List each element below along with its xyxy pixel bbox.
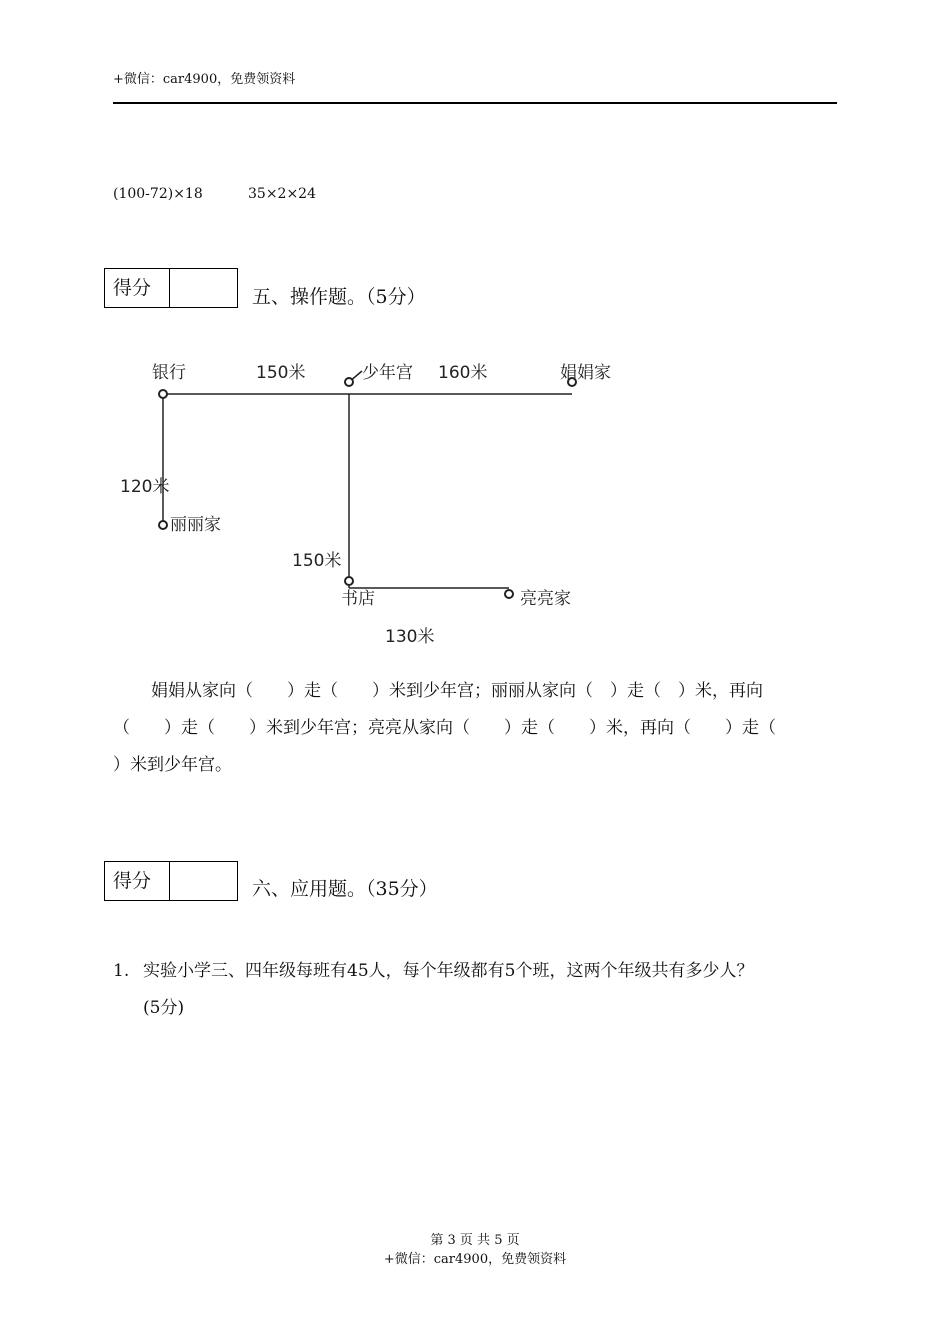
score-blank xyxy=(170,862,237,900)
score-label: 得分 xyxy=(105,269,170,307)
label-bookstore: 书店 xyxy=(341,589,375,609)
question-line-3: ）米到少年宫。 xyxy=(113,755,232,775)
question-number: 1. xyxy=(113,961,130,981)
question-points: (5分) xyxy=(143,998,185,1018)
label-bank: 银行 xyxy=(152,363,186,383)
header-watermark: +微信：car4900，免费领资料 xyxy=(113,72,296,87)
calc-expression-2: 35×2×24 xyxy=(248,186,316,202)
section5-question xyxy=(113,673,837,784)
score-blank xyxy=(170,269,237,307)
header-divider xyxy=(113,102,837,104)
label-palace: 少年宫 xyxy=(362,363,413,383)
label-distance-bank-lili: 120米 xyxy=(120,477,170,497)
score-label: 得分 xyxy=(105,862,170,900)
label-distance-bookstore-liangliang: 130米 xyxy=(385,627,435,647)
question-1-line xyxy=(113,953,837,990)
label-distance-palace-bookstore: 150米 xyxy=(292,551,342,571)
question-line-1: 娟娟从家向（ ）走（ ）米到少年宫；丽丽从家向（ ）走（ ）米，再向 xyxy=(151,681,763,701)
label-distance-bank-palace: 150米 xyxy=(256,363,306,383)
bank-marker-icon xyxy=(159,390,167,398)
route-map-diagram xyxy=(100,345,660,655)
section6-title: 六、应用题。（35分） xyxy=(252,878,438,900)
footer-watermark: +微信：car4900，免费领资料 xyxy=(383,1252,567,1267)
palace-marker-icon xyxy=(345,378,353,386)
section5-title: 五、操作题。（5分） xyxy=(252,286,426,308)
label-distance-palace-juanjuan: 160米 xyxy=(438,363,488,383)
label-lili-home: 丽丽家 xyxy=(170,515,221,535)
label-liangliang-home: 亮亮家 xyxy=(520,589,571,609)
section6-question-1 xyxy=(113,953,837,1027)
score-box-section5 xyxy=(104,268,238,308)
question-line-2: （ ）走（ ）米到少年宫；亮亮从家向（ ）走（ ）米，再向（ ）走（ xyxy=(113,718,776,738)
question-text: 实验小学三、四年级每班有45人，每个年级都有5个班，这两个年级共有多少人？ xyxy=(143,961,754,981)
lili-marker-icon xyxy=(159,521,167,529)
score-box-section6 xyxy=(104,861,238,901)
calc-expression-1: (100-72)×18 xyxy=(113,186,203,202)
liangliang-marker-icon xyxy=(505,590,513,598)
label-juanjuan-home: 娟娟家 xyxy=(560,363,611,383)
page-number: 第 3 页 共 5 页 xyxy=(430,1233,520,1248)
